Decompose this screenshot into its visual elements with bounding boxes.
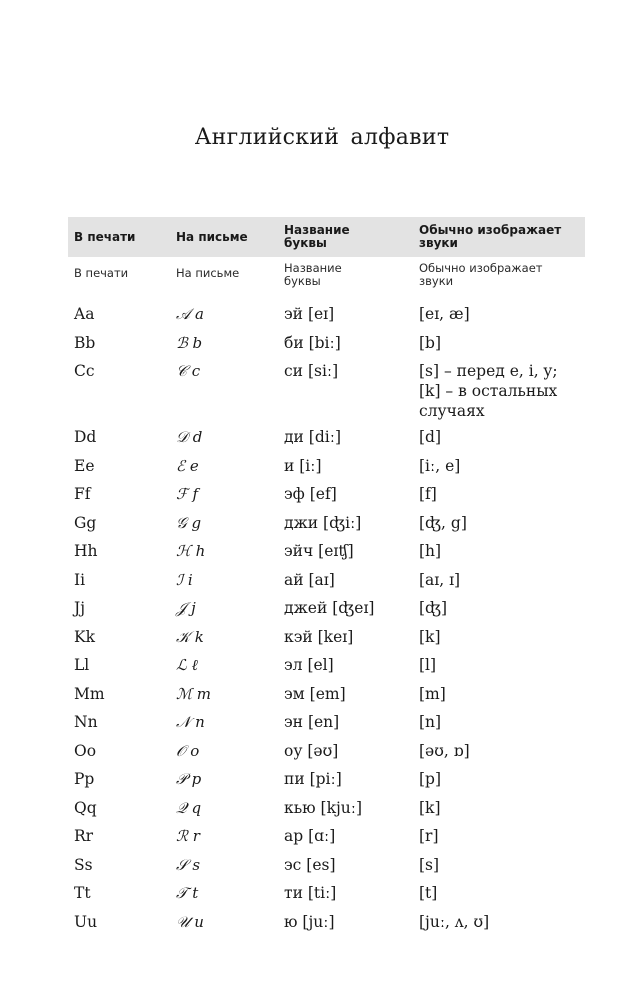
table-row bbox=[68, 452, 585, 481]
table-subheader-row bbox=[68, 257, 585, 300]
subheader-script: На письме bbox=[176, 266, 240, 280]
letter-sounds: [r] bbox=[419, 827, 439, 845]
letter-sounds: [s] – перед e, i, y; [k] – в остальных случаях bbox=[419, 362, 558, 420]
letter-script: ℒ ℓ bbox=[176, 656, 198, 674]
letter-script: 𝒰 u bbox=[176, 912, 204, 931]
letter-print: Cc bbox=[74, 362, 95, 380]
letter-print: Ii bbox=[74, 570, 86, 589]
letter-script: 𝒯 t bbox=[176, 884, 199, 902]
table-row bbox=[68, 680, 585, 709]
letter-print: Ee bbox=[74, 456, 95, 475]
table-row bbox=[68, 765, 585, 794]
table-header-row bbox=[68, 217, 585, 257]
letter-script: ℱ f bbox=[176, 485, 199, 503]
letter-sounds: [k] bbox=[419, 798, 441, 817]
letter-print: Uu bbox=[74, 912, 98, 931]
table-row bbox=[68, 423, 585, 452]
letter-sounds: [d] bbox=[419, 428, 442, 446]
table-row bbox=[68, 329, 585, 358]
letter-script: 𝒥 j bbox=[176, 599, 196, 617]
table-row bbox=[68, 480, 585, 509]
letter-print: Aa bbox=[74, 305, 95, 323]
subheader-print: В печати bbox=[74, 266, 129, 280]
letter-print: Jj bbox=[74, 599, 86, 617]
letter-name: ар [ɑː] bbox=[284, 827, 336, 845]
letter-script: 𝒬 q bbox=[176, 798, 202, 817]
table-row bbox=[68, 566, 585, 595]
letter-print: Dd bbox=[74, 428, 97, 446]
letter-print: Ss bbox=[74, 855, 93, 874]
letter-print: Oo bbox=[74, 741, 97, 760]
table-row bbox=[68, 300, 585, 329]
letter-script: 𝒞 c bbox=[176, 362, 201, 380]
letter-sounds: [n] bbox=[419, 713, 442, 731]
letter-sounds: [b] bbox=[419, 333, 442, 352]
letter-sounds: [eɪ, æ] bbox=[419, 305, 470, 323]
letter-script: ℐ i bbox=[176, 570, 193, 589]
letter-sounds: [m] bbox=[419, 684, 446, 703]
letter-script: 𝒢 g bbox=[176, 513, 202, 532]
header-sounds: Обычно изображает звуки bbox=[419, 223, 562, 250]
header-print: В печати bbox=[74, 229, 136, 244]
letter-name: и [iː] bbox=[284, 456, 322, 475]
letter-sounds: [t] bbox=[419, 884, 438, 902]
letter-print: Tt bbox=[74, 884, 91, 902]
letter-script: 𝒟 d bbox=[176, 428, 203, 446]
letter-script: 𝒜 a bbox=[176, 305, 204, 323]
table-row bbox=[68, 509, 585, 538]
letter-sounds: [l] bbox=[419, 656, 437, 674]
letter-sounds: [f] bbox=[419, 485, 437, 503]
letter-sounds: [əʊ, ɒ] bbox=[419, 741, 470, 760]
letter-script: 𝒪 o bbox=[176, 741, 200, 760]
letter-script: 𝒩 n bbox=[176, 713, 205, 731]
letter-sounds: [h] bbox=[419, 542, 442, 560]
letter-name: эл [el] bbox=[284, 656, 334, 674]
letter-sounds: [p] bbox=[419, 770, 442, 788]
table-row bbox=[68, 651, 585, 680]
letter-name: ди [diː] bbox=[284, 428, 341, 446]
letter-name: джи [ʤiː] bbox=[284, 513, 362, 532]
letter-print: Mm bbox=[74, 684, 105, 703]
letter-print: Nn bbox=[74, 713, 98, 731]
letter-name: кью [kjuː] bbox=[284, 798, 363, 817]
letter-name: оу [əʊ] bbox=[284, 741, 339, 760]
letter-print: Ff bbox=[74, 485, 91, 503]
table-row bbox=[68, 357, 585, 423]
letter-name: эс [es] bbox=[284, 855, 336, 874]
letter-name: би [biː] bbox=[284, 333, 341, 352]
subheader-sounds: Обычно изображает звуки bbox=[419, 261, 543, 288]
letter-print: Ll bbox=[74, 656, 90, 674]
letter-sounds: [ʤ] bbox=[419, 599, 448, 617]
letter-script: ℛ r bbox=[176, 827, 200, 845]
letter-name: эн [en] bbox=[284, 713, 340, 731]
letter-script: 𝒦 k bbox=[176, 627, 204, 646]
header-letter-name: Название буквы bbox=[284, 223, 350, 250]
letter-script: 𝒫 p bbox=[176, 770, 202, 788]
table-row bbox=[68, 537, 585, 566]
table-body bbox=[68, 300, 585, 936]
letter-name: си [siː] bbox=[284, 362, 339, 380]
letter-name: эйч [eɪʧ] bbox=[284, 542, 354, 560]
letter-name: эм [em] bbox=[284, 684, 346, 703]
table-row bbox=[68, 794, 585, 823]
letter-name: ти [tiː] bbox=[284, 884, 337, 902]
letter-sounds: [iː, e] bbox=[419, 456, 461, 475]
letter-name: ай [aɪ] bbox=[284, 570, 335, 589]
letter-sounds: [s] bbox=[419, 855, 440, 874]
letter-name: эй [eɪ] bbox=[284, 305, 335, 323]
letter-print: Hh bbox=[74, 542, 98, 560]
table-row bbox=[68, 908, 585, 937]
letter-print: Gg bbox=[74, 513, 97, 532]
letter-sounds: [juː, ʌ, ʊ] bbox=[419, 912, 490, 931]
alphabet-table bbox=[68, 217, 585, 936]
letter-print: Bb bbox=[74, 333, 96, 352]
letter-print: Qq bbox=[74, 798, 97, 817]
letter-print: Kk bbox=[74, 627, 95, 646]
letter-script: ℬ b bbox=[176, 333, 203, 352]
letter-name: ю [juː] bbox=[284, 912, 335, 931]
letter-sounds: [ʤ, g] bbox=[419, 513, 467, 532]
letter-print: Pp bbox=[74, 770, 95, 788]
page-title: Английский алфавит bbox=[194, 125, 450, 150]
letter-sounds: [k] bbox=[419, 627, 441, 646]
letter-name: эф [ef] bbox=[284, 485, 337, 503]
letter-name: кэй [keɪ] bbox=[284, 627, 354, 646]
table-row bbox=[68, 623, 585, 652]
letter-name: джей [ʤeɪ] bbox=[284, 599, 375, 617]
table-row bbox=[68, 708, 585, 737]
letter-script: ℳ m bbox=[176, 684, 212, 703]
letter-script: ℰ e bbox=[176, 456, 199, 475]
subheader-letter-name: Название буквы bbox=[284, 261, 342, 288]
table-row bbox=[68, 879, 585, 908]
letter-script: 𝒮 s bbox=[176, 855, 201, 874]
header-script: На письме bbox=[176, 229, 248, 244]
table-row bbox=[68, 594, 585, 623]
letter-sounds: [aɪ, ɪ] bbox=[419, 570, 461, 589]
table-row bbox=[68, 737, 585, 766]
table-row bbox=[68, 851, 585, 880]
letter-name: пи [piː] bbox=[284, 770, 342, 788]
letter-script: ℋ h bbox=[176, 542, 206, 560]
letter-print: Rr bbox=[74, 827, 94, 845]
table-row bbox=[68, 822, 585, 851]
